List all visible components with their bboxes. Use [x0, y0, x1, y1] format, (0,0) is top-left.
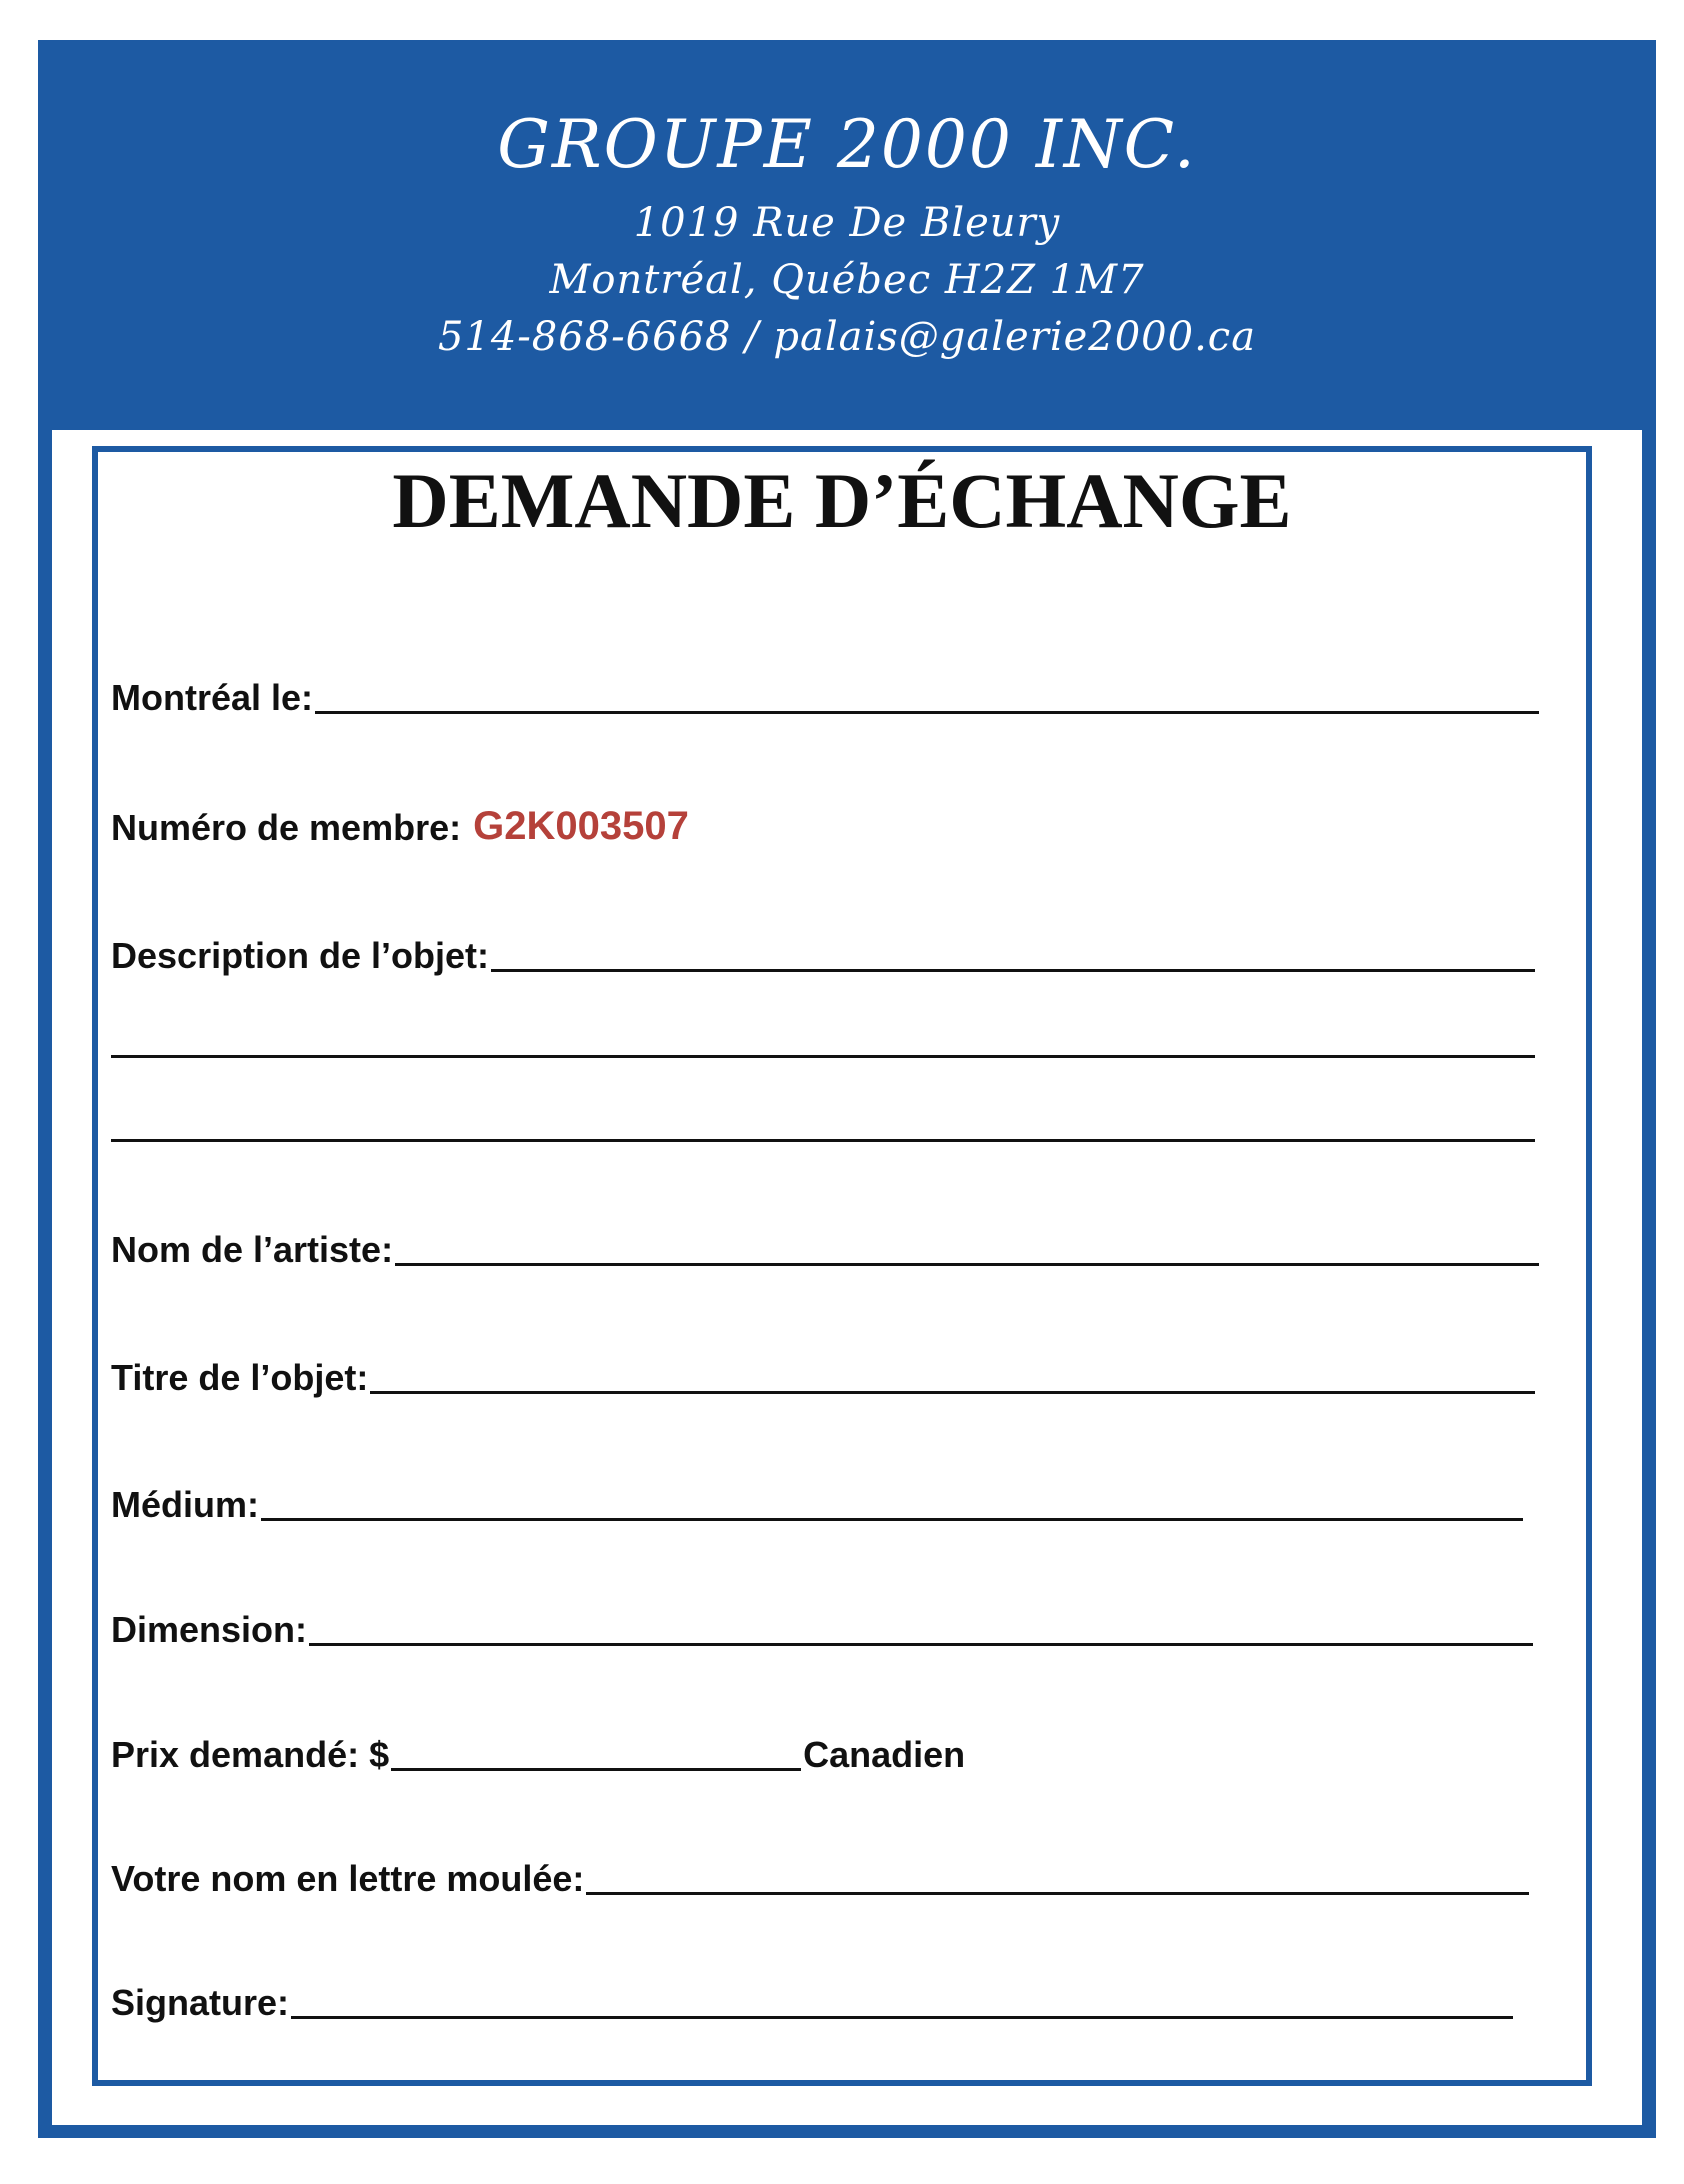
- description-label: Description de l’objet:: [111, 935, 490, 976]
- medium-field[interactable]: [111, 1479, 1523, 1523]
- description-line-1[interactable]: [491, 969, 1535, 972]
- artist-label: Nom de l’artiste:: [111, 1229, 394, 1270]
- price-currency: Canadien: [803, 1734, 966, 1775]
- description-field[interactable]: [111, 930, 1535, 974]
- artist-field[interactable]: [111, 1224, 1539, 1268]
- address-street: 1019 Rue De Bleury: [633, 200, 1061, 246]
- medium-line[interactable]: [261, 1518, 1523, 1521]
- price-line[interactable]: [391, 1768, 801, 1771]
- date-field[interactable]: [111, 672, 1539, 716]
- signature-field[interactable]: [111, 1977, 1513, 2021]
- description-line-2[interactable]: [111, 1055, 1535, 1058]
- form-title: DEMANDE D’ÉCHANGE: [392, 457, 1292, 544]
- member-label: Numéro de membre:: [111, 807, 462, 848]
- signature-label: Signature:: [111, 1982, 290, 2023]
- dimension-field[interactable]: [111, 1604, 1533, 1648]
- printed-name-line[interactable]: [586, 1892, 1529, 1895]
- printed-name-field[interactable]: [111, 1853, 1529, 1897]
- printed-name-label: Votre nom en lettre moulée:: [111, 1858, 585, 1899]
- contact-info: 514-868-6668 / palais@galerie2000.ca: [437, 314, 1257, 360]
- letterhead: [38, 40, 1656, 430]
- price-label: Prix demandé: $: [111, 1734, 390, 1775]
- member-number: G2K003507: [473, 804, 689, 848]
- date-line[interactable]: [315, 711, 1539, 714]
- object-title-label: Titre de l’objet:: [111, 1357, 369, 1398]
- signature-line[interactable]: [291, 2016, 1513, 2019]
- member-field: [111, 802, 1111, 846]
- object-title-field[interactable]: [111, 1352, 1535, 1396]
- medium-label: Médium:: [111, 1484, 259, 1525]
- price-field[interactable]: [111, 1729, 1011, 1773]
- object-title-line[interactable]: [370, 1391, 1535, 1394]
- address-city: Montréal, Québec H2Z 1M7: [549, 257, 1145, 303]
- dimension-line[interactable]: [309, 1643, 1533, 1646]
- description-line-3[interactable]: [111, 1139, 1535, 1142]
- company-name: GROUPE 2000 INC.: [497, 106, 1197, 183]
- date-label: Montréal le:: [111, 677, 314, 718]
- dimension-label: Dimension:: [111, 1609, 308, 1650]
- artist-line[interactable]: [395, 1263, 1539, 1266]
